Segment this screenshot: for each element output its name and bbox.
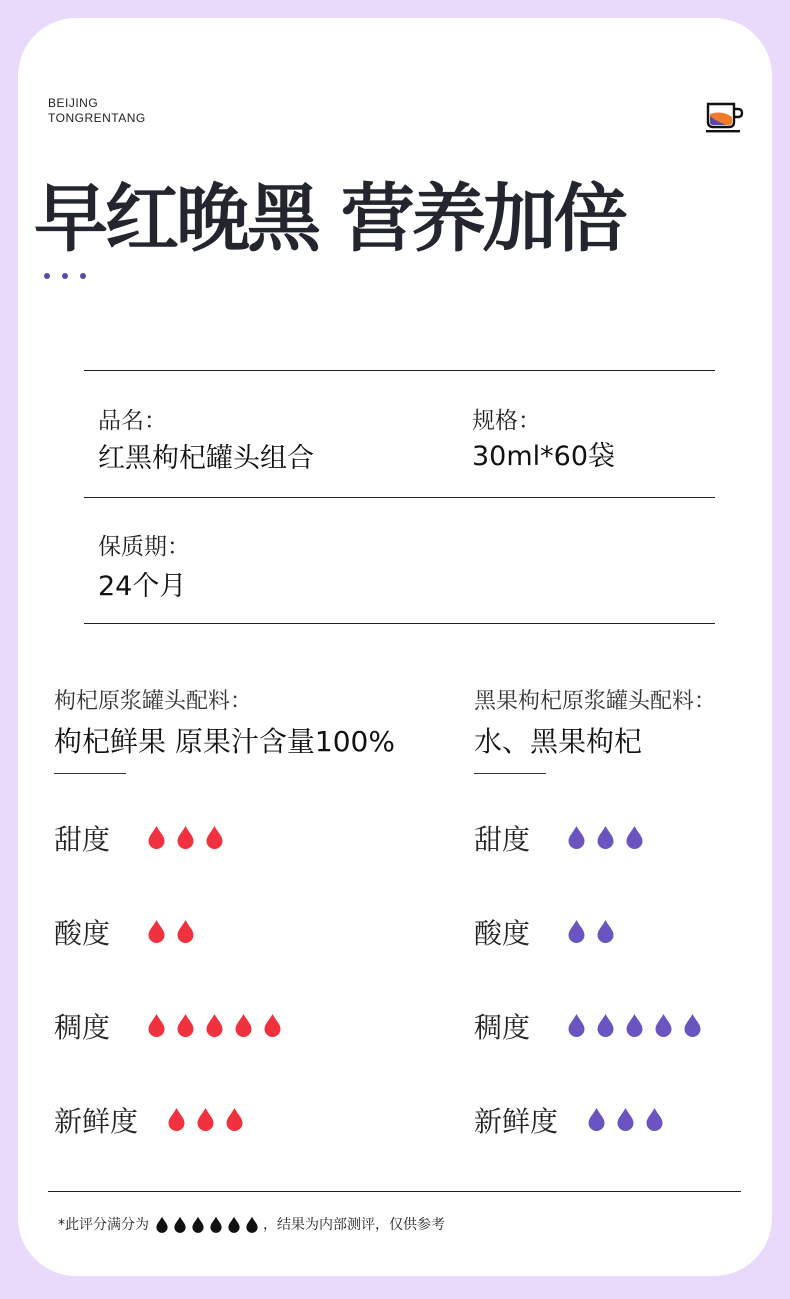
water-drop-icon xyxy=(227,1216,241,1233)
right-rating-drops-acidity xyxy=(566,919,616,943)
footnote-suffix: ，结果为内部测评，仅供参考 xyxy=(263,1217,445,1233)
water-drop-icon xyxy=(233,1013,254,1037)
brand-line-1: BEIJING xyxy=(48,96,99,110)
right-rating-drops-freshness xyxy=(586,1107,665,1131)
decorative-dots xyxy=(44,264,98,283)
brand-line-2: TONGRENTANG xyxy=(48,111,146,125)
water-drop-icon xyxy=(175,919,196,943)
left-rating-label-thickness: 稠度 xyxy=(54,1011,111,1044)
right-short-divider xyxy=(474,773,546,774)
left-rating-label-sweetness: 甜度 xyxy=(54,823,111,856)
water-drop-icon xyxy=(682,1013,703,1037)
water-drop-icon xyxy=(204,1013,225,1037)
water-drop-icon xyxy=(155,1216,169,1233)
page-title: 早红晚黑 营养加倍 xyxy=(34,176,625,262)
water-drop-icon xyxy=(615,1107,636,1131)
water-drop-icon xyxy=(566,1013,587,1037)
footnote-drops xyxy=(155,1216,259,1233)
water-drop-icon xyxy=(653,1013,674,1037)
right-rating-label-freshness: 新鲜度 xyxy=(474,1105,559,1138)
right-rating-label-thickness: 稠度 xyxy=(474,1011,531,1044)
water-drop-icon xyxy=(245,1216,259,1233)
water-drop-icon xyxy=(166,1107,187,1131)
spec-value: 30ml*60袋 xyxy=(472,441,616,472)
left-rating-label-acidity: 酸度 xyxy=(54,917,111,950)
water-drop-icon xyxy=(175,1013,196,1037)
left-ingredients-value: 枸杞鲜果 原果汁含量100% xyxy=(54,725,395,758)
water-drop-icon xyxy=(624,825,645,849)
left-short-divider xyxy=(54,773,126,774)
right-rating-label-acidity: 酸度 xyxy=(474,917,531,950)
divider-bottom xyxy=(84,623,715,624)
left-rating-drops-acidity xyxy=(146,919,196,943)
water-drop-icon xyxy=(173,1216,187,1233)
water-drop-icon xyxy=(586,1107,607,1131)
water-drop-icon xyxy=(146,1013,167,1037)
right-rating-drops-thickness xyxy=(566,1013,703,1037)
water-drop-icon xyxy=(566,825,587,849)
right-ingredients-label: 黑果枸杞原浆罐头配料： xyxy=(474,689,717,714)
water-drop-icon xyxy=(195,1107,216,1131)
left-rating-label-freshness: 新鲜度 xyxy=(54,1105,139,1138)
water-drop-icon xyxy=(644,1107,665,1131)
footnote-divider xyxy=(48,1191,741,1192)
right-rating-drops-sweetness xyxy=(566,825,645,849)
footnote-prefix: *此评分满分为 xyxy=(58,1217,149,1233)
water-drop-icon xyxy=(624,1013,645,1037)
left-rating-drops-freshness xyxy=(166,1107,245,1131)
water-drop-icon xyxy=(146,825,167,849)
water-drop-icon xyxy=(175,825,196,849)
divider-middle xyxy=(84,497,715,498)
right-ingredients-value: 水、黑果枸杞 xyxy=(474,725,643,758)
water-drop-icon xyxy=(262,1013,283,1037)
water-drop-icon xyxy=(595,1013,616,1037)
water-drop-icon xyxy=(595,919,616,943)
water-drop-icon xyxy=(191,1216,205,1233)
water-drop-icon xyxy=(224,1107,245,1131)
coffee-cup-icon xyxy=(704,100,744,134)
divider-top xyxy=(84,370,715,371)
left-rating-drops-thickness xyxy=(146,1013,283,1037)
shelf-life-value: 24个月 xyxy=(98,571,187,602)
left-rating-drops-sweetness xyxy=(146,825,225,849)
water-drop-icon xyxy=(566,919,587,943)
water-drop-icon xyxy=(209,1216,223,1233)
right-rating-label-sweetness: 甜度 xyxy=(474,823,531,856)
water-drop-icon xyxy=(595,825,616,849)
brand-logo-text xyxy=(48,96,146,126)
name-value: 红黑枸杞罐头组合 xyxy=(98,443,314,474)
shelf-life-label: 保质期： xyxy=(98,534,190,560)
water-drop-icon xyxy=(146,919,167,943)
footnote xyxy=(58,1214,445,1234)
water-drop-icon xyxy=(204,825,225,849)
name-label: 品名： xyxy=(98,408,167,434)
left-ingredients-label: 枸杞原浆罐头配料： xyxy=(54,689,253,714)
spec-label: 规格： xyxy=(472,408,541,434)
